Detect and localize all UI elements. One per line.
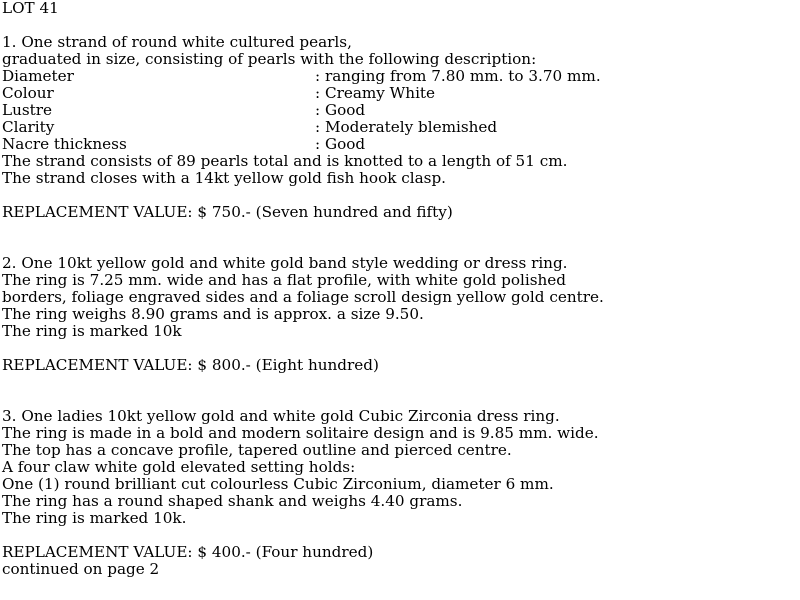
item-1-intro-line: 1. One strand of round white cultured pearls, [2,33,352,51]
item-2-replacement-value: REPLACEMENT VALUE: $ 800.- (Eight hundred) [2,356,379,374]
spacer [2,374,798,391]
item-3-line: A four claw white gold elevated setting holds: [2,458,356,476]
spec-label: Colour [2,84,54,102]
item-2-line: 2. One 10kt yellow gold and white gold band style wedding or dress ring. [2,254,568,272]
spec-value: : Creamy White [315,84,436,102]
spacer [2,340,798,357]
item-3-section [2,408,798,561]
item-2-line: The ring is 7.25 mm. wide and has a flat profile, with white gold polished [2,271,567,289]
item-1-section [2,34,798,221]
spec-value: : Moderately blemished [315,118,498,136]
spec-row-nacre-thickness [2,136,798,153]
spacer [2,221,798,238]
item-2-section [2,255,798,374]
spec-label: Clarity [2,118,55,136]
spec-value: : ranging from 7.80 mm. to 3.70 mm. [315,67,601,85]
item-3-replacement-value: REPLACEMENT VALUE: $ 400.- (Four hundred) [2,543,374,561]
appraisal-document [2,0,798,578]
spec-row-lustre [2,102,798,119]
spacer [2,238,798,255]
spacer [2,187,798,204]
item-1-intro-line: graduated in size, consisting of pearls with the following description: [2,50,537,68]
item-3-line: One (1) round brilliant cut colourless Cubic Zirconium, diameter 6 mm. [2,475,554,493]
spec-row-colour [2,85,798,102]
item-3-line: The ring is marked 10k. [2,509,187,527]
spec-value: : Good [315,101,366,119]
spec-label: Lustre [2,101,53,119]
spec-label: Nacre thickness [2,135,127,153]
spec-value: : Good [315,135,366,153]
item-3-line: The top has a concave profile, tapered outline and pierced centre. [2,441,512,459]
spec-row-clarity [2,119,798,136]
continuation-note: continued on page 2 [2,560,160,578]
item-3-line: The ring is made in a bold and modern solitaire design and is 9.85 mm. wide. [2,424,599,442]
item-3-line: The ring has a round shaped shank and weighs 4.40 grams. [2,492,463,510]
item-3-line: 3. One ladies 10kt yellow gold and white gold Cubic Zirconia dress ring. [2,407,560,425]
spacer [2,527,798,544]
spacer [2,17,798,34]
item-2-line: borders, foliage engraved sides and a foliage scroll design yellow gold centre. [2,288,604,306]
lot-title: LOT 41 [2,0,59,17]
item-1-detail-line: The strand closes with a 14kt yellow gold fish hook clasp. [2,169,447,187]
spec-label: Diameter [2,67,74,85]
item-1-detail-line: The strand consists of 89 pearls total and is knotted to a length of 51 cm. [2,152,568,170]
item-2-line: The ring is marked 10k [2,322,182,340]
item-2-line: The ring weighs 8.90 grams and is approx. a size 9.50. [2,305,424,323]
spacer [2,391,798,408]
spec-row-diameter [2,68,798,85]
item-1-replacement-value: REPLACEMENT VALUE: $ 750.- (Seven hundred and fifty) [2,203,453,221]
